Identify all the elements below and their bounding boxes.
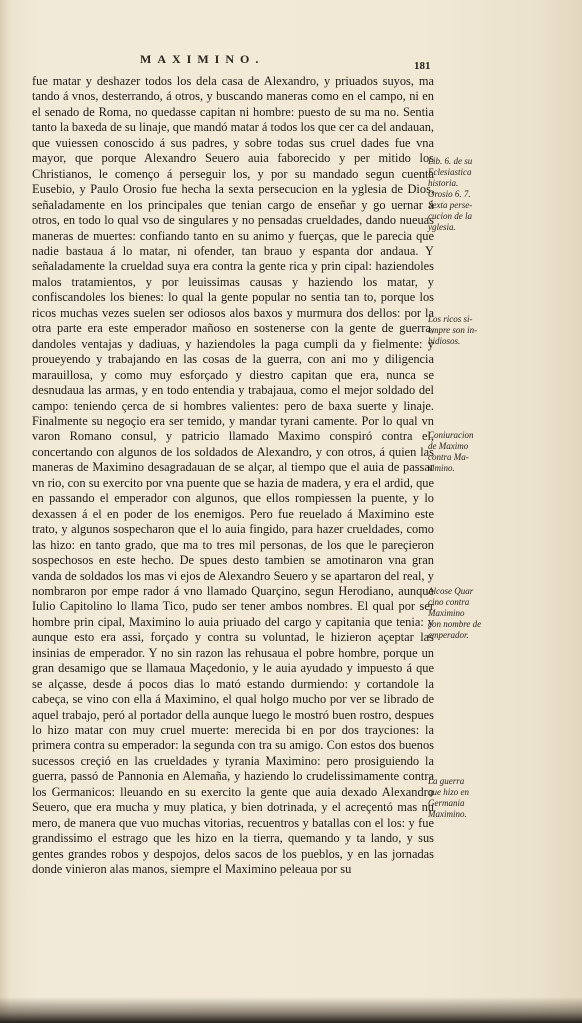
margin-note-line: Coniuracion [428, 430, 474, 440]
margin-note-line: Eclesiastica [428, 167, 472, 177]
margin-note-line: con nombre de [428, 619, 482, 629]
margin-note-coniuracion [428, 430, 518, 474]
margin-note-line: empre son in- [428, 325, 478, 335]
margin-note-line: Maximino. [428, 809, 467, 819]
margin-note-line: emperador. [428, 630, 469, 640]
page-number: 181 [414, 60, 431, 72]
running-title: MAXIMINO. [140, 52, 265, 66]
margin-note-line: yglesia. [428, 222, 456, 232]
margin-note-ricos [428, 314, 518, 347]
margin-note-line: Sexta perse- [428, 200, 473, 210]
margin-note-line: Maximino [428, 608, 465, 618]
main-text-column [32, 74, 434, 878]
page-header [0, 52, 582, 72]
margin-note-line: ximino. [428, 463, 455, 473]
margin-note-line: bidiosos. [428, 336, 461, 346]
margin-note-line: Orosio 6. 7. [428, 189, 471, 199]
margin-note-line: La guerra [428, 776, 465, 786]
margin-note-line: cucion de la [428, 211, 472, 221]
margin-note-line: historia. [428, 178, 459, 188]
margin-note-line: contra Ma- [428, 452, 469, 462]
margin-note-line: cino contra [428, 597, 470, 607]
margin-note-eusebio [428, 156, 518, 233]
margin-note-quarcino [428, 586, 518, 641]
margin-note-line: que hizo en [428, 787, 469, 797]
margin-note-line: Germania [428, 798, 465, 808]
margin-note-line: de Maximo [428, 441, 469, 451]
margin-note-line: Los ricos si- [428, 314, 473, 324]
body-paragraph: fue matar y deshazer todos los dela casa de Alexandro, y priuados suyos, ma tando á vnos, desterrando, á otros, y buscando maneras como en el campo, ni en el senado de Roma, no quedasse capitan ni hombre: puesto de su ma no. Sentia tanto la baxeda de su linaje, que mandó matar á todos los que cer ca del andauan, que vuiessen conoscido á sus padres, y sobre todas sus cruel dades fue vna mayor, que porque Alexandro Seuero auia faborecido y per mitido los Christianos, le començo á perseguir los, y por su mandado segun cuenta Eusebio, y Paulo Orosio fue hecha la sexta persecucion en la yglesia de Dios, señaladamente en los principales que tenian cargo de enseñar y go uernar á otros, en todo lo qual vso de singulares y no pensadas crueldades, dando nueuas maneras de muertes: confiando tanto en su animo y fuerças, que le parecia que nadie bastaua á lo matar, ni ofender, tan brauo y espanta dor andaua. Y señaladamente la crueldad suya era contra la gente rica y prin cipal: haziendoles malos tratamientos, y por leuissimas causas y haziendo los matar, y confiscandoles los bienes: lo qual la gente popular no sentia tan to, porque los ricos muchas vezes suelen ser odiosos alos baxos y murmura dos dellos: por la otra parte era este emperador mañoso en sostenerse con la gente de guerra, dandoles ventajas y dadiuas, y haziendoles la paga cumpli da y fielmente: y proueyendo y trabajando en las cosas de la guerra, con ani mo y diligencia marauillosa, y como muy esforçado y diestro capitan que era, nunca se desnudaua las armas, y en todo entendia y trabajaua, como el mejor soldado del campo: teniendo çerca de si hombres valientes: pero de baxa suerte y linaje. Finalmente su negoçio era ser temido, y mandar tyrani camente. Por lo qual vn varon Romano consul, y patricio llamado Maximo conspiró contra el, concertando con algunos de los soldados de Alexandro, y con otros, á quien las maneras de Maximino desagradauan de se alçar, al tiempo que el auia de passar vn rio, con su exercito por vna puente que se hazia de madera, y era el ardid, que en passando el emperador con algunos, que ellos rompiessen la puente, y lo dexassen á el en poder de los enemigos. Pero fue reuelado á Maximino este trato, y algunos sospecharon que el lo auia fingido, para hazer crueldades, como las hizo: en tanto grado, que ma to tres mil personas, de los que le pareçieron sospechosos en este hecho. De spues desto tambien se amotinaron vna gran vanda de soldados los mas vi ejos de Alexandro Seuero y se apartaron del real, y nombraron por empe rador á vno llamado Quarçino, segun Herodiano, aunque Iulio Capitolino lo llama Tico, pudo ser tener ambos nombres. El qual por ser hombre prin cipal, Maximino lo auia priuado del cargo y capitania que tenia: y aunque esto era assi, forçado y contra su voluntad, le hizieron açeptar las insinias de emperador. Y no sin razon las rehusaua el pobre hombre, porque un gran desamigo que se llamaua Maçedonio, y le auia ayudado y impuesto á que se alçasse, desde á pocos dias lo mató estando durmiendo: y cortandole la cabeça, se vino con ella á Maximino, el qual holgo mucho por ver se librado de aquel trabajo, peró al portador della aunque luego le mostró buen rostro, despues lo hizo matar con muy cruel muerte: merecida bi en por dos trayciones: la primera contra su emperador: la segunda con tra su amigo. Con estos dos buenos sucessos creçió en las crueldades y tyrania Maximino: pero prosiguiendo la guerra, passó de Pannonia en Alemaña, y haziendo lo crudelissimamente contra los Germanicos: lleuando en su exercito la gente que auia dexado Alexandro Seuero, que era mucha y muy platica, y bien dotrinada, y el acreçentó mas nu mero, de manera que vuo muchas vitorias, recuentros y batallas con el los: y fue grandissimo el estrago que les hizo en la tierra, quemando y ta lando, y sus gentes grandes robos y despojos, delos sacos de los pueblos, y en las jornadas donde vinieron alas manos, siempre el Maximino peleaua por su [32, 74, 434, 877]
margin-note-line: Alcose Quar [428, 586, 474, 596]
margin-note-guerra [428, 776, 518, 820]
margin-note-line: Lib. 6. de su [428, 156, 473, 166]
